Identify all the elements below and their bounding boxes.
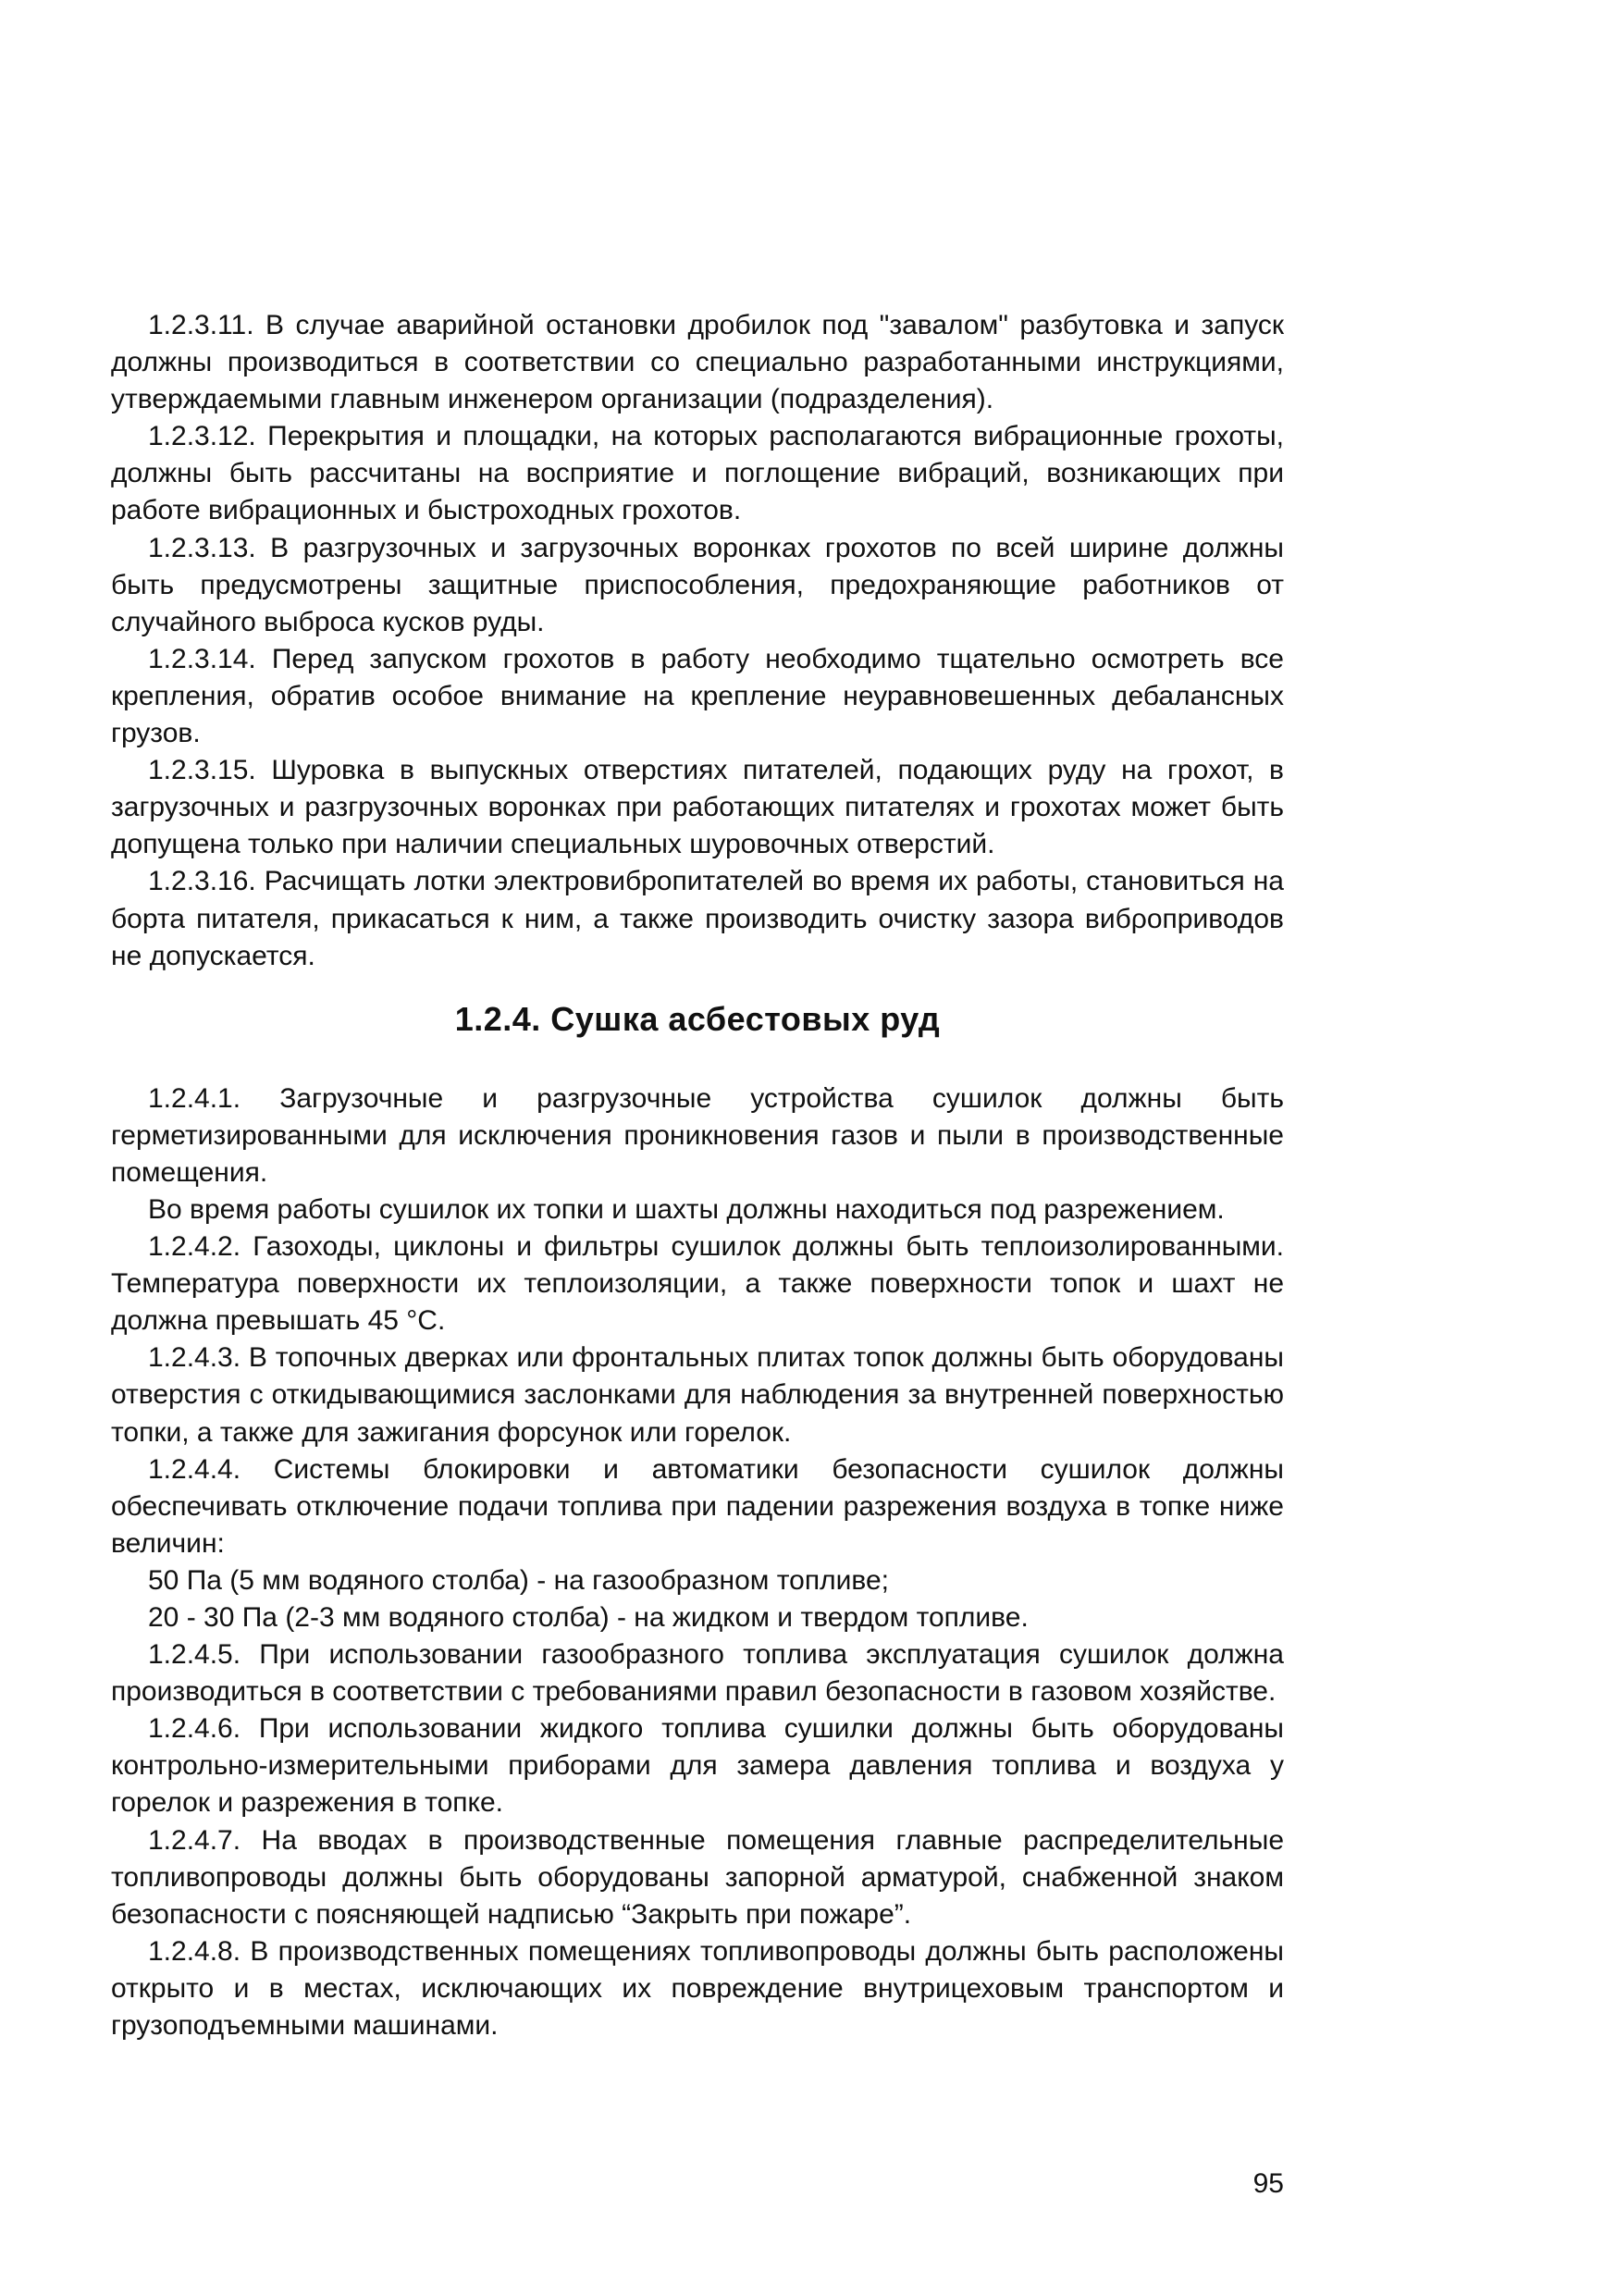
paragraph-gas-fuel-limit: 50 Па (5 мм водяного столба) - на газообразном топливе; bbox=[148, 1564, 889, 1596]
paragraph-1-2-3-13: 1.2.3.13. В разгрузочных и загрузочных воронках грохотов по всей ширине должны быть предусмотрены защитные приспособления, предохраняющие работников от случайного выброса кусков руды. bbox=[111, 532, 1284, 637]
paragraph-1-2-3-14: 1.2.3.14. Перед запуском грохотов в работу необходимо тщательно осмотреть все крепления, обратив особое внимание на крепление неуравновешенных дебалансных грузов. bbox=[111, 643, 1284, 749]
paragraph-1-2-4-5: 1.2.4.5. При использовании газообразного топлива эксплуатация сушилок должна производиться в соответствии с требованиями правил безопасности в газовом хозяйстве. bbox=[111, 1639, 1284, 1708]
paragraph-1-2-4-2: 1.2.4.2. Газоходы, циклоны и фильтры сушилок должны быть теплоизолированными. Температура поверхности их теплоизоляции, а также поверхности топок и шахт не должна превышать 45 °С. bbox=[111, 1231, 1284, 1337]
paragraph-vacuum-note: Во время работы сушилок их топки и шахты должны находиться под разрежением. bbox=[148, 1193, 1225, 1225]
paragraph-1-2-3-15: 1.2.3.15. Шуровка в выпускных отверстиях питателей, подающих руду на грохот, в загрузочных и разгрузочных воронках при работающих питателях и грохотах может быть допущена только при наличии специальных шуровочных отверстий. bbox=[111, 755, 1284, 860]
page-body bbox=[111, 307, 1284, 2044]
page-number: 95 bbox=[1252, 2168, 1284, 2199]
paragraph-1-2-4-1: 1.2.4.1. Загрузочные и разгрузочные устройства сушилок должны быть герметизированными для исключения проникновения газов и пыли в производственные помещения. bbox=[111, 1082, 1284, 1188]
paragraph-liquid-fuel-limit: 20 - 30 Па (2-3 мм водяного столба) - на жидком и твердом топливе. bbox=[148, 1602, 1029, 1633]
paragraph-1-2-4-6: 1.2.4.6. При использовании жидкого топлива сушилки должны быть оборудованы контрольно-измерительными приборами для замера давления топлива и воздуха у горелок и разрежения в топке. bbox=[111, 1713, 1284, 1819]
section-heading: 1.2.4. Сушка асбестовых руд bbox=[454, 999, 941, 1038]
paragraph-1-2-4-7: 1.2.4.7. На вводах в производственные помещения главные распределительные топливопроводы должны быть оборудованы запорной арматурой, снабженной знаком безопасности с поясняющей надписью “Закрыть при пожаре”. bbox=[111, 1824, 1284, 1930]
paragraph-1-2-3-12: 1.2.3.12. Перекрытия и площадки, на которых располагаются вибрационные грохоты, должны быть рассчитаны на восприятие и поглощение вибраций, возникающих при работе вибрационных и быстроходных грохотов. bbox=[111, 421, 1284, 526]
paragraph-1-2-4-8: 1.2.4.8. В производственных помещениях топливопроводы должны быть расположены открыто и в местах, исключающих их повреждение внутрицеховым транспортом и грузоподъемными машинами. bbox=[111, 1935, 1284, 2042]
paragraph-1-2-3-11: 1.2.3.11. В случае аварийной остановки дробилок под "завалом" разбутовка и запуск должны производиться в соответствии со специально разработанными инструкциями, утверждаемыми главным инженером организации (подразделения). bbox=[111, 310, 1284, 415]
paragraph-1-2-4-4: 1.2.4.4. Системы блокировки и автоматики безопасности сушилок должны обеспечивать отключение подачи топлива при падении разрежения воздуха в топке ниже величин: bbox=[111, 1453, 1284, 1559]
paragraph-1-2-4-3: 1.2.4.3. В топочных дверках или фронтальных плитах топок должны быть оборудованы отверстия с откидывающимися заслонками для наблюдения за внутренней поверхностью топки, а также для зажигания форсунок или горелок. bbox=[111, 1342, 1284, 1448]
paragraph-1-2-3-16: 1.2.3.16. Расчищать лотки электровибропитателей во время их работы, становиться на борта питателя, прикасаться к ним, а также производить очистку зазора вибροприводов не допускается. bbox=[111, 866, 1284, 971]
